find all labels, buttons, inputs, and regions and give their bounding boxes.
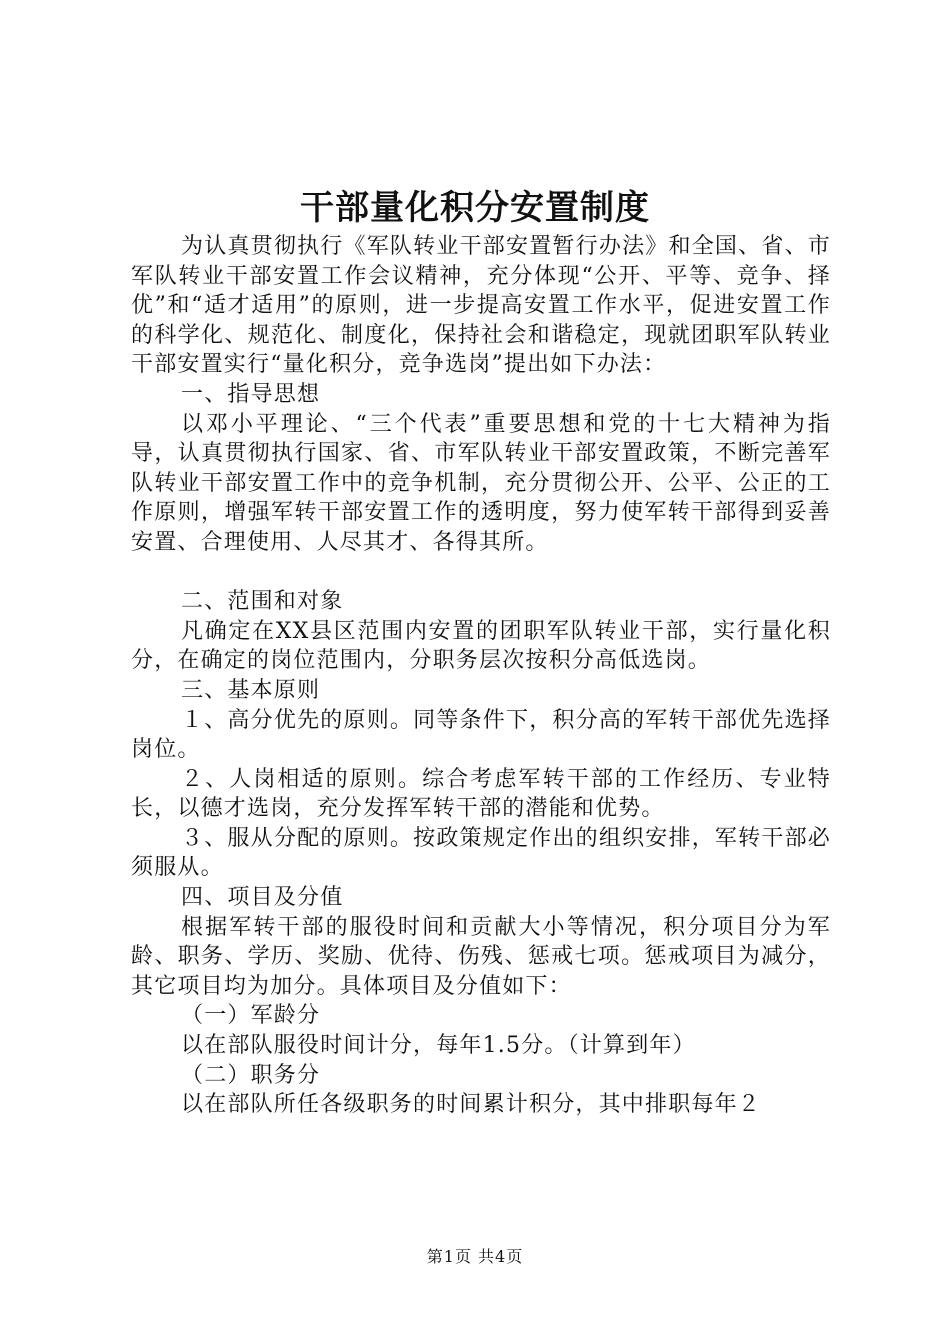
principle-item-2: ２、人岗相适的原则。综合考虑军转干部的工作经历、专业特长，以德才选岗，充分发挥军转干部的潜能和优势。 (131, 766, 831, 822)
principle-item-3: ３、服从分配的原则。按政策规定作出的组织安排，军转干部必须服从。 (131, 825, 831, 881)
subheading-military-age: （一）军龄分 (181, 1003, 321, 1029)
paragraph-gap (131, 558, 831, 588)
section-heading-guiding-ideology: 一、指导思想 (181, 381, 321, 407)
paragraph-military-age: 以在部队服役时间计分，每年1.5分。（计算到年） (181, 1033, 696, 1059)
document-body (131, 232, 831, 1120)
section-heading-principles: 三、基本原则 (181, 677, 321, 703)
section-heading-items-scores: 四、项目及分值 (181, 885, 344, 911)
paragraph-items-scores: 根据军转干部的服役时间和贡献大小等情况，积分项目分为军龄、职务、学历、奖励、优待、伤残、惩戒七项。惩戒项目为减分，其它项目均为加分。具体项目及分值如下： (131, 914, 831, 999)
document-title: 干部量化积分安置制度 (300, 188, 650, 228)
paragraph-guiding-ideology: 以邓小平理论、“三个代表”重要思想和党的十七大精神为指导，认真贯彻执行国家、省、市军队转业干部安置政策，不断完善军队转业干部安置工作中的竞争机制，充分贯彻公开、公平、公正的工作原则，增强军转干部安置工作的透明度，努力使军转干部得到妥善安置、合理使用、人尽其才、各得其所。 (131, 411, 831, 555)
paragraph-position-score: 以在部队所任各级职务的时间累计积分，其中排职每年２ (181, 1092, 762, 1118)
page-indicator: 第1页 共4页 (426, 1247, 524, 1266)
subheading-position-score: （二）职务分 (181, 1062, 321, 1088)
paragraph-intro: 为认真贯彻执行《军队转业干部安置暂行办法》和全国、省、市军队转业干部安置工作会议精神，充分体现“公开、平等、竞争、择优”和“适才适用”的原则，进一步提高安置工作水平，促进安置工作的科学化、规范化、制度化，保持社会和谐稳定，现就团职军队转业干部安置实行“量化积分，竞争选岗”提出如下办法： (131, 234, 831, 378)
principle-item-1: １、高分优先的原则。同等条件下，积分高的军转干部优先选择岗位。 (131, 707, 831, 763)
paragraph-scope: 凡确定在XX县区范围内安置的团职军队转业干部，实行量化积分，在确定的岗位范围内，分职务层次按积分高低选岗。 (131, 618, 831, 674)
section-heading-scope: 二、范围和对象 (181, 589, 344, 615)
